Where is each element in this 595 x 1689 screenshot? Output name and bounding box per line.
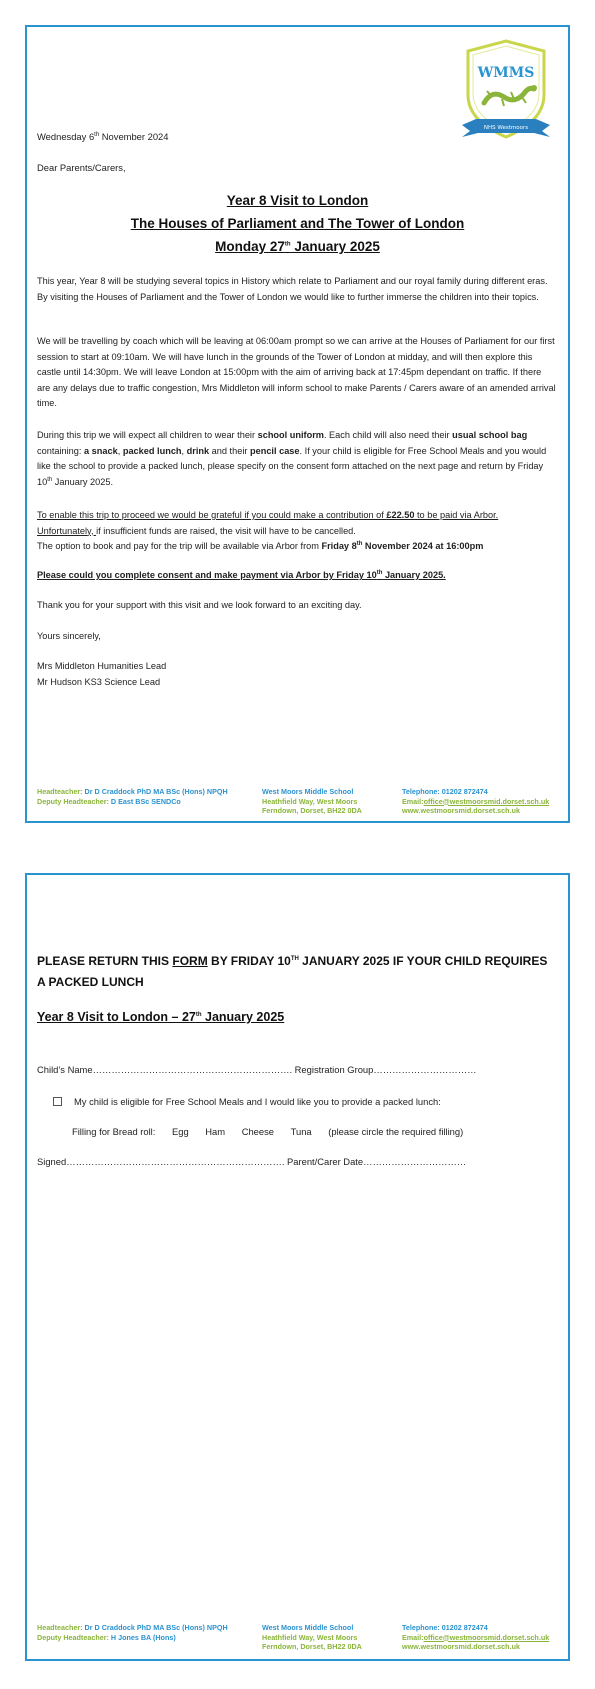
- letter-trip-date: Monday 27th January 2025: [215, 239, 380, 254]
- form-title: Year 8 Visit to London – 27th January 2025: [37, 1010, 285, 1024]
- logo-text: WMMS: [477, 65, 535, 81]
- signatories: Mrs Middleton Humanities Lead Mr Hudson KS3 Science Lead: [37, 661, 167, 687]
- logo-ribbon-text: NHS Westmoors: [483, 125, 529, 131]
- travel-paragraph: We will be travelling by coach which will be leaving at 06:00am prompt so we can arrive at the Houses of Parliament for our first session to start at 09:10am. We will have lunch in the grounds of the Tower of London at midday, and will then explore this castle until 14:30pm. We will leave London at 15:00pm with the aim of arriving back at 17:45pm dependant on traffic. If there are any delays due to traffic congestion, Mrs Middleton will inform school to make Parents / Carers aware of an amended arrival time.: [37, 336, 556, 409]
- fsm-checkbox[interactable]: [53, 1097, 62, 1106]
- signature-field[interactable]: Signed……………………………………………………………. Parent/Carer Date……………………………: [37, 1156, 467, 1167]
- intro-paragraph: This year, Year 8 will be studying several topics in History which relate to Parliament and our royal family during different eras. By visiting the Houses of Parliament and the Tower of London we would like to further immerse the children into their topics.: [37, 276, 548, 302]
- deadline-notice: Please could you complete consent and make payment via Arbor by Friday 10th January 2025.: [37, 569, 446, 580]
- email-link[interactable]: office@westmoorsmid.dorset.sch.uk: [423, 1632, 550, 1642]
- form-instructions: PLEASE RETURN THIS FORM BY FRIDAY 10TH JANUARY 2025 IF YOUR CHILD REQUIRES A PACKED LUNCH: [37, 954, 548, 989]
- greeting: Dear Parents/Carers,: [37, 162, 126, 173]
- child-name-field[interactable]: Child’s Name………………………………………………………. Registration Group……………………………: [37, 1064, 477, 1075]
- thanks-paragraph: Thank you for your support with this visit and we look forward to an exciting day.: [37, 600, 362, 610]
- letter-date: Wednesday 6th November 2024: [37, 131, 169, 142]
- filling-ham[interactable]: Ham: [205, 1126, 226, 1137]
- fsm-option[interactable]: My child is eligible for Free School Meals and I would like you to provide a packed lunch:: [53, 1096, 441, 1107]
- filling-cheese[interactable]: Cheese: [241, 1126, 275, 1137]
- payment-paragraph: To enable this trip to proceed we would be grateful if you could make a contribution of £22.50 to be paid via Arbor. Unfortunately, if insufficient funds are raised, the visit will have to be cancelled. The option to book and pay for the trip will be available via Arbor from Friday 8th November 2024 at 16:00pm: [37, 510, 499, 552]
- letter-title: Year 8 Visit to London: [226, 193, 369, 208]
- letter-subtitle: The Houses of Parliament and The Tower of London: [130, 216, 465, 231]
- consent-form-page: PLEASE RETURN THIS FORM BY FRIDAY 10TH JANUARY 2025 IF YOUR CHILD REQUIRES A PACKED LUNCH Year 8 Visit to London – 27th January 2025 Child’s Name………………………………………………………. Registration Group…………………………… My child is eligible for Free School Meals and I would like you to provide a packed lunch: Filling for Bread roll: Egg Ham Cheese Tuna (please circle the required filling) Signed……………………………………………………………. Parent/Carer Date…………………………… Headteacher: Dr D Craddock PhD MA BSc (Hons) NPQH Deputy Headteacher: H Jones BA (Hons) West Moors Middle School Heathfield Way, West Moors Ferndown, Dorset, BH22 0DA Telephone: 01202 872474 Email:office@westmoorsmid.dorset.sch.uk www.westmoorsmid.dorset.sch.uk: [25, 873, 570, 1661]
- sign-off: Yours sincerely,: [37, 631, 101, 641]
- filling-tuna[interactable]: Tuna: [290, 1126, 312, 1137]
- filling-options: Filling for Bread roll: Egg Ham Cheese Tuna (please circle the required filling): [72, 1126, 464, 1137]
- email-link[interactable]: office@westmoorsmid.dorset.sch.uk: [423, 796, 550, 806]
- website-link[interactable]: www.westmoorsmid.dorset.sch.uk: [402, 806, 520, 815]
- uniform-paragraph: During this trip we will expect all children to wear their school uniform. Each child will also need their usual school bag containing: a snack, packed lunch, drink and their pencil case. If your child is eligible for Free School Meals and you would like the school to provide a packed lunch, please specify on the consent form attached on the next page and return by Friday 10th January 2025.: [37, 430, 547, 487]
- website-link[interactable]: www.westmoorsmid.dorset.sch.uk: [402, 1642, 520, 1651]
- letter-page: WMMS NHS Westmoors Wednesday 6th November 2024 Dear Parents/Carers, Year 8 Visit to London The Houses of Parliament and The Tower of London Monday 27th January 2025 This year, Year 8 will be studying several topics in History which relate to Parliament and our royal family during different eras. By visiting the Houses of Parliament and the Tower of London we would like to further immerse the children into their topics. We will be travelling by coach which will be leaving at 06:00am prompt so we can arrive at the Houses of Parliament for our first session to start at 09:10am. We will have lunch in the grounds of the Tower of London at midday, and will then explore this castle until 14:30pm. We will leave London at 15:00pm with the aim of arriving back at 17:45pm dependant on traffic. If there are any delays due to traffic congestion, Mrs Middleton will inform school to make Parents / Carers aware of an amended arrival time. During this trip we will expect all children to wear their school uniform. Each child will also need their usual school bag containing: a snack, packed lunch, drink and their pencil case. If your child is eligible for Free School Meals and you would like the school to provide a packed lunch, please specify on the consent form attached on the next page and return by Friday 10th January 2025. To enable this trip to proceed we would be grateful if you could make a contribution of £22.50 to be paid via Arbor. Unfortunately, if insufficient funds are raised, the visit will have to be cancelled. The option to book and pay for the trip will be available via Arbor from Friday 8th November 2024 at 16:00pm Please could you complete consent and make payment via Arbor by Friday 10th January 2025. Thank you for your support with this visit and we look forward to an exciting day. Yours sincerely, Mrs Middleton Humanities Lead Mr Hudson KS3 Science Lead Headteacher: Dr D Craddock PhD MA BSc (Hons) NPQH Deputy Headteacher: D East BSc SENDCo West Moors Middle School Heathfield Way, West Moors Ferndown, Dorset, BH22 0DA Telephone: 01202 872474 Email:office@westmoorsmid.dorset.sch.uk www.westmoorsmid.dorset.sch.uk: [25, 25, 570, 823]
- filling-egg[interactable]: Egg: [171, 1126, 189, 1137]
